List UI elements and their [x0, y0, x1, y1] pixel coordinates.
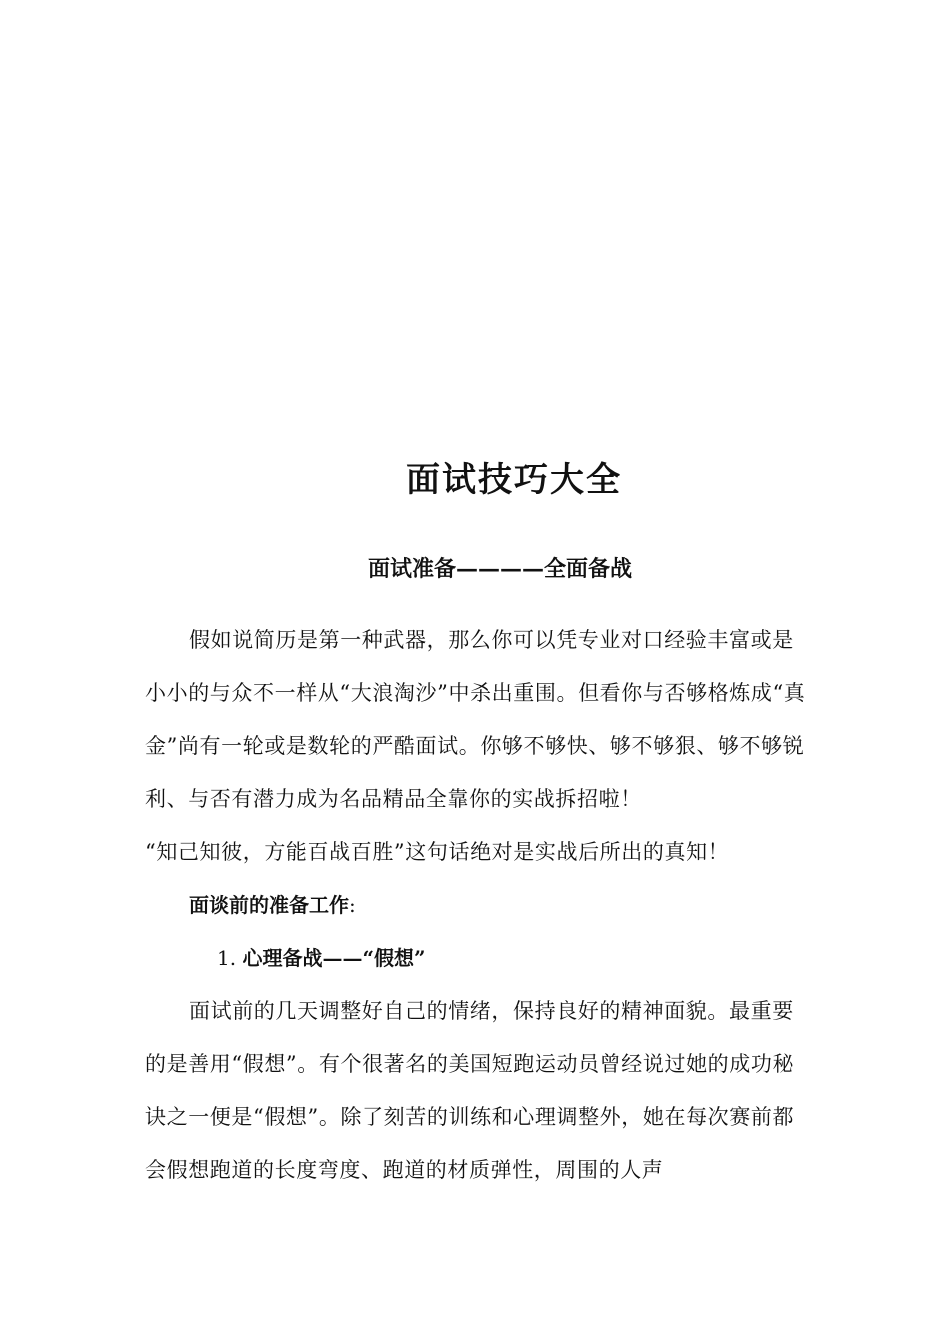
list-item-1 — [145, 932, 810, 985]
document-title: 面试技巧大全 — [406, 460, 622, 500]
prep-heading-colon: : — [349, 893, 356, 917]
list-item-1-number: 1. — [217, 946, 243, 970]
prep-heading — [145, 879, 810, 932]
section-subtitle: 面试准备————全面备战 — [367, 556, 632, 582]
list-item-1-label: 心理备战——“假想” — [242, 946, 426, 970]
mental-prep-paragraph: 面试前的几天调整好自己的情绪，保持良好的精神面貌。最重要的是善用“假想”。有个很著名的美国短跑运动员曾经说过她的成功秘诀之一便是“假想”。除了刻苦的训练和心理调整外，她在每次赛前都会假想跑道的长度弯度、跑道的材质弹性，周围的人声 — [145, 999, 795, 1182]
quote-paragraph: “知己知彼，方能百战百胜”这句话绝对是实战后所出的真知！ — [145, 840, 730, 864]
document-body — [145, 614, 810, 1197]
prep-heading-text: 面谈前的准备工作 — [189, 893, 349, 917]
intro-paragraph: 假如说简历是第一种武器，那么你可以凭专业对口经验丰富或是小小的与众不一样从“大浪淘沙”中杀出重围。但看你与否够格炼成“真金”尚有一轮或是数轮的严酷面试。你够不够快、够不够狠、够不够锐利、与否有潜力成为名品精品全靠你的实战拆招啦！ — [145, 628, 806, 811]
